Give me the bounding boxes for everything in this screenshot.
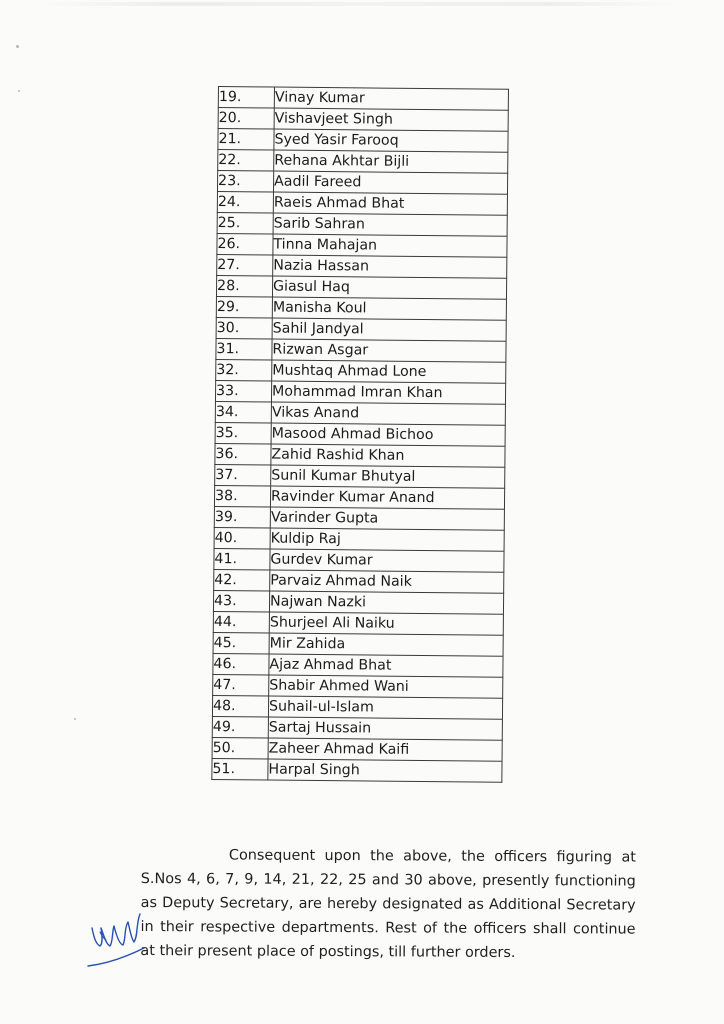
serial-number: 36. — [215, 443, 271, 465]
officer-name: Tinna Mahajan — [273, 234, 507, 257]
scan-speck — [18, 90, 20, 92]
officer-name: Syed Yasir Farooq — [274, 129, 508, 152]
officer-name: Sartaj Hussain — [268, 717, 502, 740]
serial-number: 35. — [215, 422, 271, 444]
serial-number: 43. — [213, 590, 269, 612]
table-row — [214, 569, 504, 593]
table-row — [213, 674, 503, 698]
officer-name: Vikas Anand — [271, 402, 505, 425]
serial-number: 30. — [216, 317, 272, 339]
officer-name: Kuldip Raj — [270, 528, 504, 551]
serial-number: 34. — [215, 401, 271, 423]
table-row — [217, 254, 507, 278]
table-row — [213, 653, 503, 677]
scan-speck — [16, 45, 19, 48]
serial-number: 33. — [215, 380, 271, 402]
serial-number: 42. — [214, 569, 270, 591]
table-row — [214, 485, 504, 509]
serial-number: 37. — [215, 464, 271, 486]
officer-name: Aadil Fareed — [273, 171, 507, 194]
officer-name: Najwan Nazki — [269, 591, 503, 614]
serial-number: 51. — [212, 758, 268, 780]
officer-name: Vinay Kumar — [274, 87, 508, 110]
serial-number: 22. — [218, 150, 274, 172]
officer-name: Zahid Rashid Khan — [271, 444, 505, 467]
officer-name: Gurdev Kumar — [270, 549, 504, 572]
serial-number: 48. — [212, 695, 268, 717]
officer-name: Mushtaq Ahmad Lone — [272, 360, 506, 383]
table-row — [216, 359, 506, 383]
serial-number: 29. — [216, 296, 272, 318]
table-row — [217, 191, 507, 215]
table-row — [217, 212, 507, 236]
serial-number: 49. — [212, 716, 268, 738]
serial-number: 50. — [212, 737, 268, 759]
table-row — [215, 401, 505, 425]
table-row — [212, 695, 502, 719]
officer-name: Rehana Akhtar Bijli — [274, 150, 508, 173]
table-row — [215, 443, 505, 467]
officer-name: Shabir Ahmed Wani — [269, 675, 503, 698]
serial-number: 39. — [214, 506, 270, 528]
serial-number: 45. — [213, 632, 269, 654]
serial-number: 25. — [217, 212, 273, 234]
officer-name: Raeis Ahmad Bhat — [273, 192, 507, 215]
table-row — [216, 338, 506, 362]
table-row — [217, 171, 507, 195]
table-row — [218, 129, 508, 153]
officer-name: Giasul Haq — [272, 276, 506, 299]
table-row — [218, 150, 508, 174]
officer-name: Varinder Gupta — [270, 507, 504, 530]
serial-number: 24. — [217, 191, 273, 213]
officer-name: Rizwan Asgar — [272, 339, 506, 362]
table-row — [216, 296, 506, 320]
serial-number: 26. — [217, 233, 273, 255]
officer-name: Harpal Singh — [268, 759, 502, 782]
serial-number: 19. — [218, 87, 274, 109]
serial-number: 27. — [217, 254, 273, 276]
officer-name: Zaheer Ahmad Kaifi — [268, 738, 502, 761]
officers-table-body — [212, 87, 509, 783]
serial-number: 40. — [214, 527, 270, 549]
serial-number: 44. — [213, 611, 269, 633]
officers-table — [211, 86, 509, 783]
table-row — [216, 275, 506, 299]
officer-name: Masood Ahmad Bichoo — [271, 423, 505, 446]
serial-number: 38. — [214, 485, 270, 507]
serial-number: 21. — [218, 129, 274, 151]
serial-number: 28. — [216, 275, 272, 297]
officer-name: Sunil Kumar Bhutyal — [271, 465, 505, 488]
officer-name: Manisha Koul — [272, 297, 506, 320]
officer-name: Sarib Sahran — [273, 213, 507, 236]
table-row — [215, 464, 505, 488]
serial-number: 46. — [213, 653, 269, 675]
table-row — [213, 590, 503, 614]
serial-number: 20. — [218, 108, 274, 130]
serial-number: 32. — [216, 359, 272, 381]
officer-name: Vishavjeet Singh — [274, 108, 508, 131]
officer-name: Shurjeel Ali Naiku — [269, 612, 503, 635]
officer-name: Sahil Jandyal — [272, 318, 506, 341]
table-row — [215, 422, 505, 446]
table-row — [212, 737, 502, 761]
table-row — [218, 108, 508, 132]
serial-number: 41. — [214, 548, 270, 570]
officer-name: Suhail-ul-Islam — [268, 696, 502, 719]
table-row — [213, 632, 503, 656]
table-row — [215, 380, 505, 404]
signature-image — [86, 906, 156, 972]
officer-name: Ravinder Kumar Anand — [270, 486, 504, 509]
table-row — [217, 233, 507, 257]
serial-number: 47. — [213, 674, 269, 696]
officer-name: Ajaz Ahmad Bhat — [269, 654, 503, 677]
table-row — [214, 527, 504, 551]
officer-name: Mir Zahida — [269, 633, 503, 656]
officer-name: Parvaiz Ahmad Naik — [270, 570, 504, 593]
table-row — [214, 506, 504, 530]
officer-name: Nazia Hassan — [273, 255, 507, 278]
table-row — [212, 716, 502, 740]
table-row — [218, 87, 508, 111]
scan-speck — [74, 718, 76, 720]
table-row — [212, 758, 502, 782]
table-row — [214, 548, 504, 572]
serial-number: 31. — [216, 338, 272, 360]
serial-number: 23. — [217, 171, 273, 193]
scan-edge-mark — [40, 2, 680, 6]
officer-name: Mohammad Imran Khan — [271, 381, 505, 404]
table-row — [216, 317, 506, 341]
table-row — [213, 611, 503, 635]
closing-paragraph: Consequent upon the above, the officers figuring at S.Nos 4, 6, 7, 9, 14, 21, 22, 25 and 30 above, presently functioning as Deputy Secretary, are hereby designated as Additional Secretary in their respective departments. Rest of the officers shall continue at their present place of postings, till further orders. — [140, 847, 636, 962]
